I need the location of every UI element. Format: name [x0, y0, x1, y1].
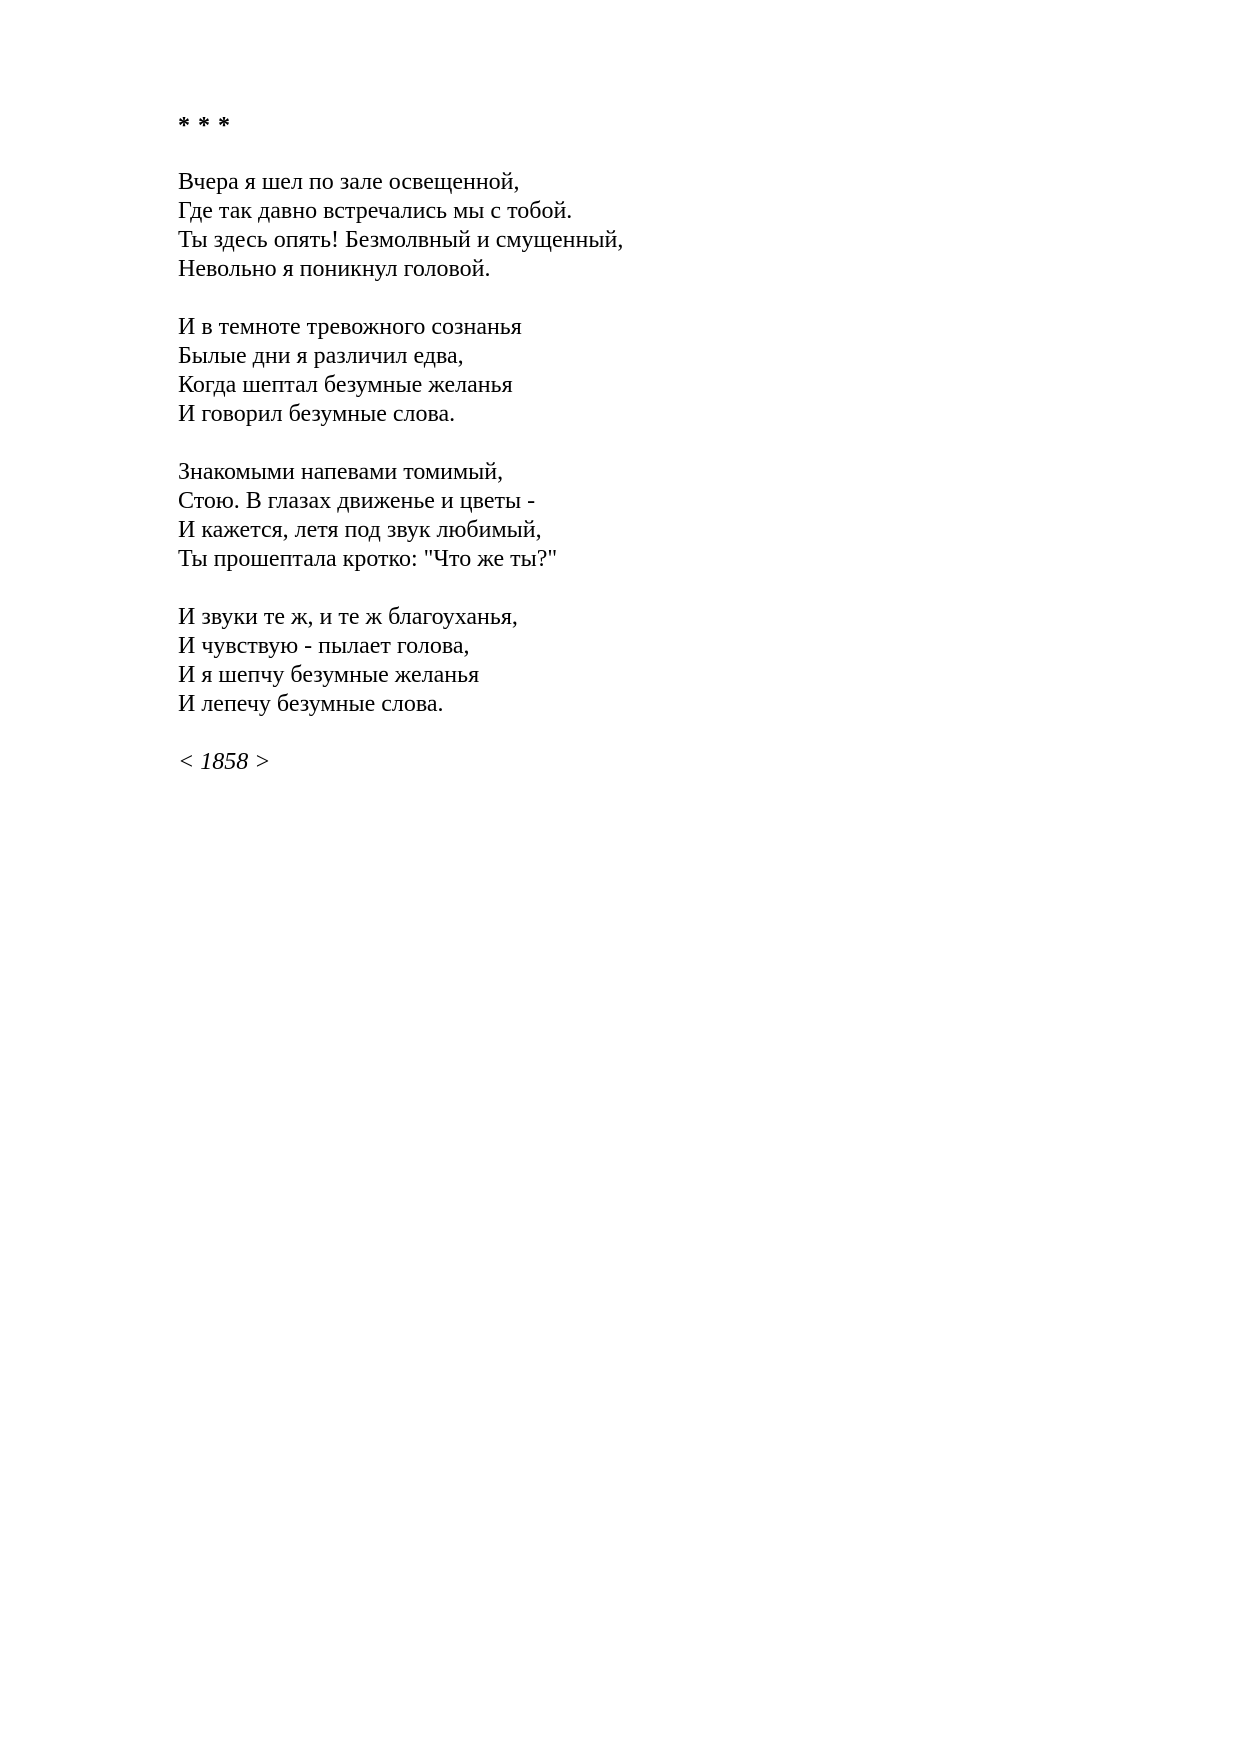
poem-line: И в темноте тревожного сознанья — [178, 314, 522, 340]
poem-line: Ты здесь опять! Безмолвный и смущенный, — [178, 227, 624, 253]
poem-line: Былые дни я различил едва, — [178, 343, 464, 369]
poem-line: И говорил безумные слова. — [178, 401, 456, 427]
poem-date: < 1858 > — [178, 749, 271, 775]
poem-line: И чувствую - пылает голова, — [178, 633, 470, 659]
poem-line: Где так давно встречались мы с тобой. — [178, 198, 573, 224]
poem-line: Стою. В глазах движенье и цветы - — [178, 488, 536, 514]
poem-title: * * * — [178, 113, 231, 139]
poem-line: Когда шептал безумные желанья — [178, 372, 513, 398]
poem-line: Ты прошептала кротко: "Что же ты?" — [178, 546, 558, 572]
stanza-4 — [178, 603, 1078, 719]
poem-line: И я шепчу безумные желанья — [178, 662, 480, 688]
poem-line: И лепечу безумные слова. — [178, 691, 444, 717]
poem — [178, 112, 1078, 777]
stanza-1 — [178, 168, 1078, 284]
poem-line: Знакомыми напевами томимый, — [178, 459, 504, 485]
stanza-3 — [178, 458, 1078, 574]
stanza-2 — [178, 313, 1078, 429]
poem-line: Невольно я поникнул головой. — [178, 256, 491, 282]
poem-line: Вчера я шел по зале освещенной, — [178, 169, 520, 195]
poem-line: И кажется, летя под звук любимый, — [178, 517, 542, 543]
poem-line: И звуки те ж, и те ж благоуханья, — [178, 604, 518, 630]
